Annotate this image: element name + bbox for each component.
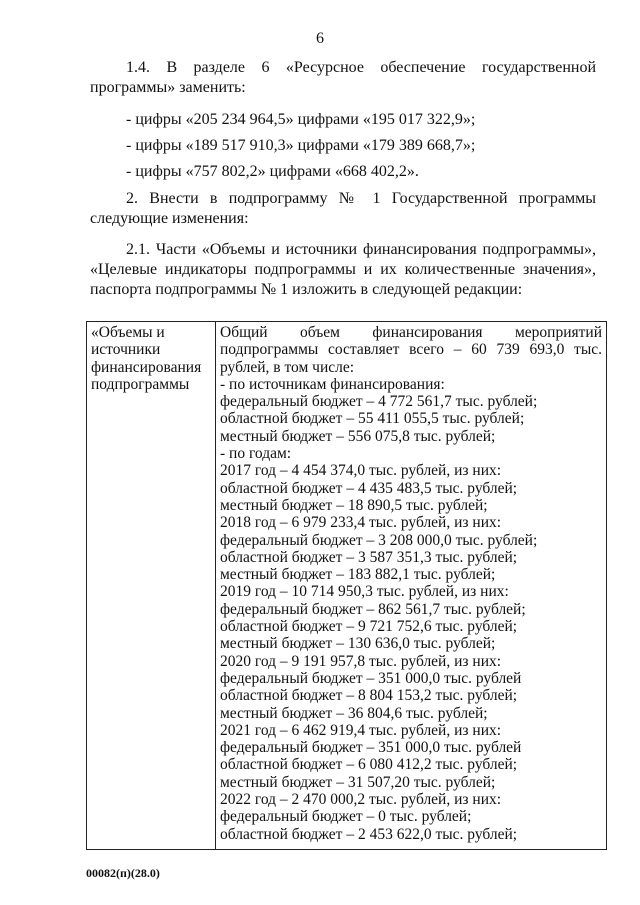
financing-line: 2018 год – 6 979 233,4 тыс. рублей, из них: [220,514,502,532]
financing-line: федеральный бюджет – 862 561,7 тыс. рублей; [220,600,526,618]
financing-line: местный бюджет – 183 882,1 тыс. рублей; [220,566,496,584]
financing-line: федеральный бюджет – 351 000,0 тыс. рублей [220,739,522,757]
financing-line: областной бюджет – 2 453 622,0 тыс. рублей; [220,825,518,843]
financing-line: областной бюджет – 9 721 752,6 тыс. рублей; [220,618,518,636]
financing-line: областной бюджет – 3 587 351,3 тыс. рублей; [220,548,518,566]
financing-line: 2017 год – 4 454 374,0 тыс. рублей, из них: [220,462,502,480]
financing-line: 2021 год – 6 462 919,4 тыс. рублей, из них: [220,721,502,739]
financing-line: местный бюджет – 130 636,0 тыс. рублей; [220,635,496,653]
page-number: 6 [316,30,324,47]
financing-line: областной бюджет – 8 804 153,2 тыс. рублей; [220,687,518,705]
replacement-item-1: - цифры «205 234 964,5» цифрами «195 017 322,9»; [126,111,476,128]
financing-line: местный бюджет – 556 075,8 тыс. рублей; [220,427,496,445]
financing-line: Общий объем финансирования мероприятий подпрограммы составляет всего – 60 739 693,0 тыс. рублей, в том числе: [220,324,602,376]
financing-line: федеральный бюджет – 0 тыс. рублей; [220,808,472,826]
document-code: 00082(п)(28.0) [86,866,160,880]
financing-line: 2022 год – 2 470 000,2 тыс. рублей, из них: [220,791,502,809]
financing-line: 2020 год – 9 191 957,8 тыс. рублей, из них: [220,652,502,670]
financing-line: областной бюджет – 6 080 412,2 тыс. рублей; [220,756,518,774]
replacement-item-3: - цифры «757 802,2» цифрами «668 402,2». [126,163,419,180]
financing-line: местный бюджет – 18 890,5 тыс. рублей; [220,496,488,514]
financing-label-cell [87,322,216,850]
financing-line: местный бюджет – 36 804,6 тыс. рублей; [220,704,488,722]
paragraph-1-4: 1.4. В разделе 6 «Ресурсное обеспечение государственной программы» заменить: [90,59,596,96]
replacement-item-2: - цифры «189 517 910,3» цифрами «179 389 668,7»; [126,137,476,154]
financing-table [86,321,607,850]
financing-line: - по источникам финансирования: [220,375,445,393]
financing-line: федеральный бюджет – 4 772 561,7 тыс. рублей; [220,393,538,411]
financing-line: 2019 год – 10 714 950,3 тыс. рублей, из них: [220,583,509,601]
financing-row [87,322,607,850]
financing-line: областной бюджет – 55 411 055,5 тыс. рублей; [220,410,525,428]
paragraph-2-1: 2.1. Части «Объемы и источники финансирования подпрограммы», «Целевые индикаторы подпрограммы и их количественные значения», паспорта подпрограммы № 1 изложить в следующей редакции: [90,241,596,298]
financing-line: областной бюджет – 4 435 483,5 тыс. рублей; [220,479,518,497]
paragraph-2: 2. Внести в подпрограмму № 1 Государственной программы следующие изменения: [90,190,596,227]
financing-details-cell [216,322,607,850]
financing-line: федеральный бюджет – 3 208 000,0 тыс. рублей; [220,531,538,549]
financing-label: «Объемы и источники финансирования подпрограммы [91,324,202,393]
financing-line: - по годам: [220,445,292,463]
financing-line: местный бюджет – 31 507,20 тыс. рублей; [220,773,496,791]
financing-line: федеральный бюджет – 351 000,0 тыс. рублей [220,669,522,687]
